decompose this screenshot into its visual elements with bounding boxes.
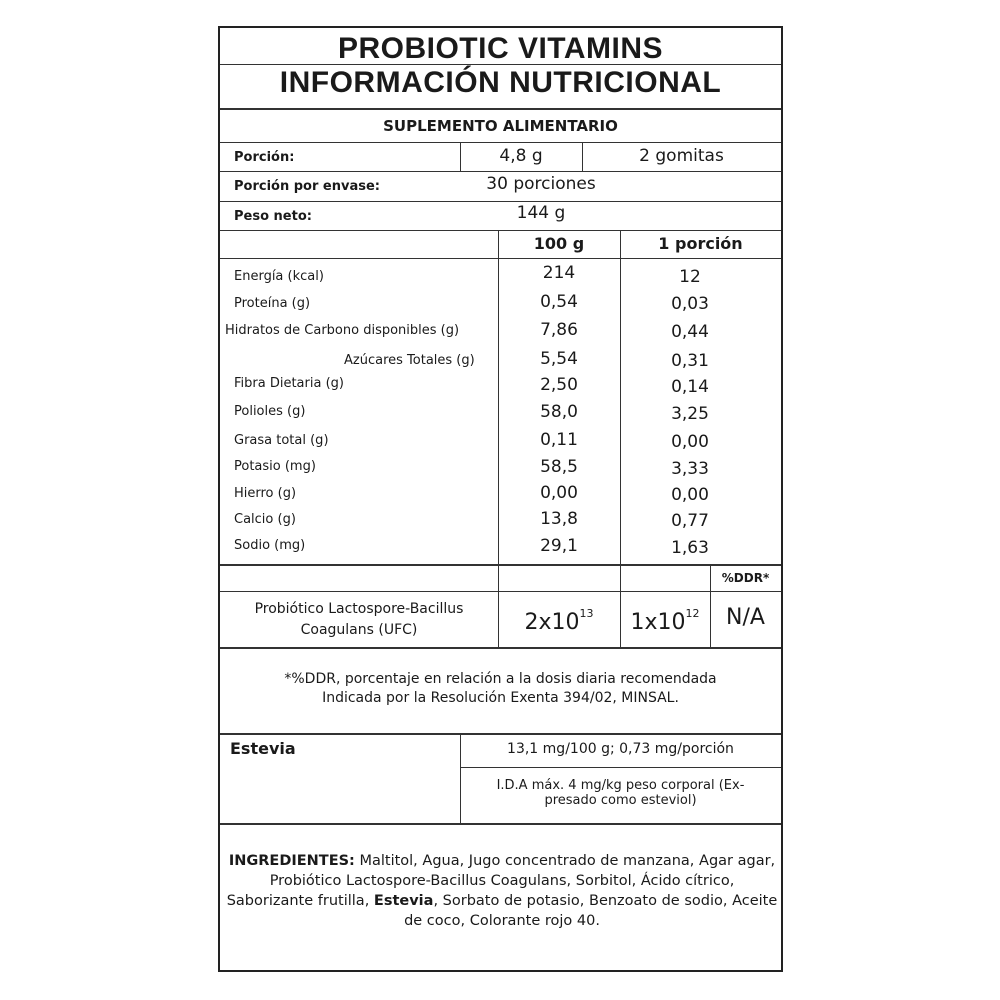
divider: [220, 591, 781, 592]
nutrient-name-indented: Azúcares Totales (g): [344, 353, 475, 368]
divider: [220, 647, 781, 649]
divider: [220, 201, 781, 202]
probiotic-name-line2: Coagulans (UFC): [300, 622, 418, 638]
ingredients-highlight: Estevia: [373, 893, 434, 909]
nutrient-value-serving: 0,14: [671, 377, 709, 397]
probiotic-name-line1: Probiótico Lactospore-Bacillus: [254, 601, 464, 617]
estevia-label: Estevia: [230, 739, 296, 758]
serving-units: 2 gomitas: [639, 146, 724, 166]
ingredients-label: INGREDIENTES:: [228, 853, 355, 869]
panel-subtitle: SUPLEMENTO ALIMENTARIO: [383, 117, 618, 135]
nutrient-name: Hidratos de Carbono disponibles (g): [225, 323, 460, 338]
nutrient-value-serving: 12: [679, 267, 701, 287]
servings-per-container-label: Porción por envase:: [234, 179, 380, 194]
nutrient-value-serving: 3,25: [671, 404, 709, 424]
column-header-per-serving: 1 porción: [658, 234, 743, 253]
ddr-header: %DDR*: [721, 571, 770, 585]
divider: [220, 230, 781, 231]
nutrient-value-serving: 0,00: [671, 485, 709, 505]
nutrient-name: Calcio (g): [234, 512, 296, 527]
servings-per-container-value: 30 porciones: [486, 174, 596, 194]
product-title: PROBIOTIC VITAMINS: [337, 32, 664, 65]
estevia-value: 13,1 mg/100 g; 0,73 mg/porción: [507, 741, 734, 757]
nutrient-value-serving: 0,77: [671, 511, 709, 531]
nutrient-value-100g: 214: [542, 263, 576, 283]
nutrition-label: [218, 26, 783, 972]
divider: [220, 108, 781, 110]
nutrient-name: Hierro (g): [234, 486, 297, 501]
nutrient-value-100g: 29,1: [540, 536, 578, 556]
nutrient-value-serving: 1,63: [671, 538, 709, 558]
nutrient-value-serving: 0,03: [671, 294, 709, 314]
divider: [220, 142, 781, 143]
ingredients-text: INGREDIENTES: Maltitol, Agua, Jugo concentrado de manzana, Agar agar, Probiótico Lactospore-Bacillus Coagulans, Sorbitol, Ácido cítrico, Saborizante frutilla, Estevia, Sorbato de potasio, Benzoato de sodio, Aceite de coco, Colorante rojo 40.: [226, 853, 778, 929]
panel-title: INFORMACIÓN NUTRICIONAL: [279, 66, 722, 99]
nutrient-value-serving: 0,44: [671, 322, 709, 342]
nutrient-value-100g: 0,00: [540, 483, 578, 503]
divider: [220, 171, 781, 172]
divider: [220, 823, 781, 825]
divider: [220, 564, 781, 566]
nutrient-value-serving: 3,33: [671, 459, 709, 479]
nutrient-name: Proteína (g): [234, 296, 311, 311]
net-weight-label: Peso neto:: [234, 209, 312, 224]
net-weight-value: 144 g: [516, 203, 566, 223]
serving-grams: 4,8 g: [499, 146, 543, 166]
nutrient-value-serving: 0,00: [671, 432, 709, 452]
nutrient-value-100g: 0,54: [540, 292, 578, 312]
nutrient-value-serving: 0,31: [671, 351, 709, 371]
divider: [220, 733, 781, 735]
nutrient-name: Polioles (g): [234, 404, 306, 419]
serving-label: Porción:: [234, 150, 295, 165]
probiotic-ddr: N/A: [726, 605, 765, 630]
divider: [220, 258, 781, 259]
nutrient-value-100g: 0,11: [540, 430, 578, 450]
nutrient-name: Grasa total (g): [234, 433, 329, 448]
nutrient-name: Sodio (mg): [234, 538, 306, 553]
estevia-ida: I.D.A máx. 4 mg/kg peso corporal (Ex- presado como esteviol): [496, 778, 745, 808]
nutrient-value-100g: 58,0: [540, 402, 578, 422]
divider: [220, 64, 781, 65]
nutrient-name: Fibra Dietaria (g): [234, 376, 344, 391]
nutrient-value-100g: 13,8: [540, 509, 578, 529]
probiotic-value-100g: $2x10^{13}$: [524, 606, 594, 635]
nutrient-value-100g: 2,50: [540, 375, 578, 395]
divider: [460, 767, 781, 768]
nutrient-value-100g: 5,54: [540, 349, 578, 369]
nutrient-name: Energía (kcal): [234, 269, 324, 284]
nutrient-value-100g: 7,86: [540, 320, 578, 340]
nutrient-name: Potasio (mg): [234, 459, 316, 474]
ddr-footnote: *%DDR, porcentaje en relación a la dosis diaria recomendada Indicada por la Resolución Exenta 394/02, MINSAL.: [284, 671, 717, 706]
column-header-100g: 100 g: [533, 234, 585, 253]
probiotic-value-serving: $1x10^{12}$: [630, 606, 700, 635]
nutrient-value-100g: 58,5: [540, 457, 578, 477]
